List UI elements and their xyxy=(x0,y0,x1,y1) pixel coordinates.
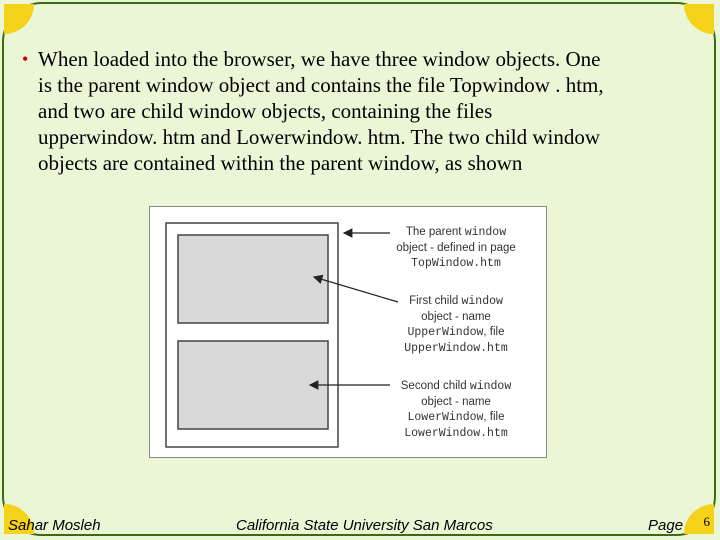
text-line: and two are child window objects, containing the files xyxy=(38,99,493,123)
window-diagram xyxy=(149,206,547,458)
footer-author: Sahar Mosleh xyxy=(8,517,101,534)
lower-window-box xyxy=(178,341,328,429)
text-line: upperwindow. htm and Lowerwindow. htm. The two child window xyxy=(38,125,601,149)
page-number: 6 xyxy=(703,514,710,529)
footer-page-label: Page xyxy=(648,517,684,534)
text-line: objects are contained within the parent window, as shown xyxy=(38,151,523,175)
footer-institution: California State University San Marcos xyxy=(236,517,493,534)
corner-decoration xyxy=(684,4,714,34)
slide-body-text xyxy=(22,46,702,176)
bullet-paragraph xyxy=(22,46,702,176)
second-child-label: Second child window object - name LowerWindow, file LowerWindow.htm xyxy=(400,380,512,440)
first-child-label: First child window object - name UpperWindow, file UpperWindow.htm xyxy=(404,295,508,355)
corner-decoration xyxy=(4,4,34,34)
bullet-icon: • xyxy=(22,49,29,69)
text-line: When loaded into the browser, we have three window objects. One xyxy=(38,47,601,71)
text-line: is the parent window object and contains the file Topwindow . htm, xyxy=(38,73,604,97)
upper-window-box xyxy=(178,235,328,323)
parent-window-label: The parent window object - defined in page TopWindow.htm xyxy=(396,226,516,270)
